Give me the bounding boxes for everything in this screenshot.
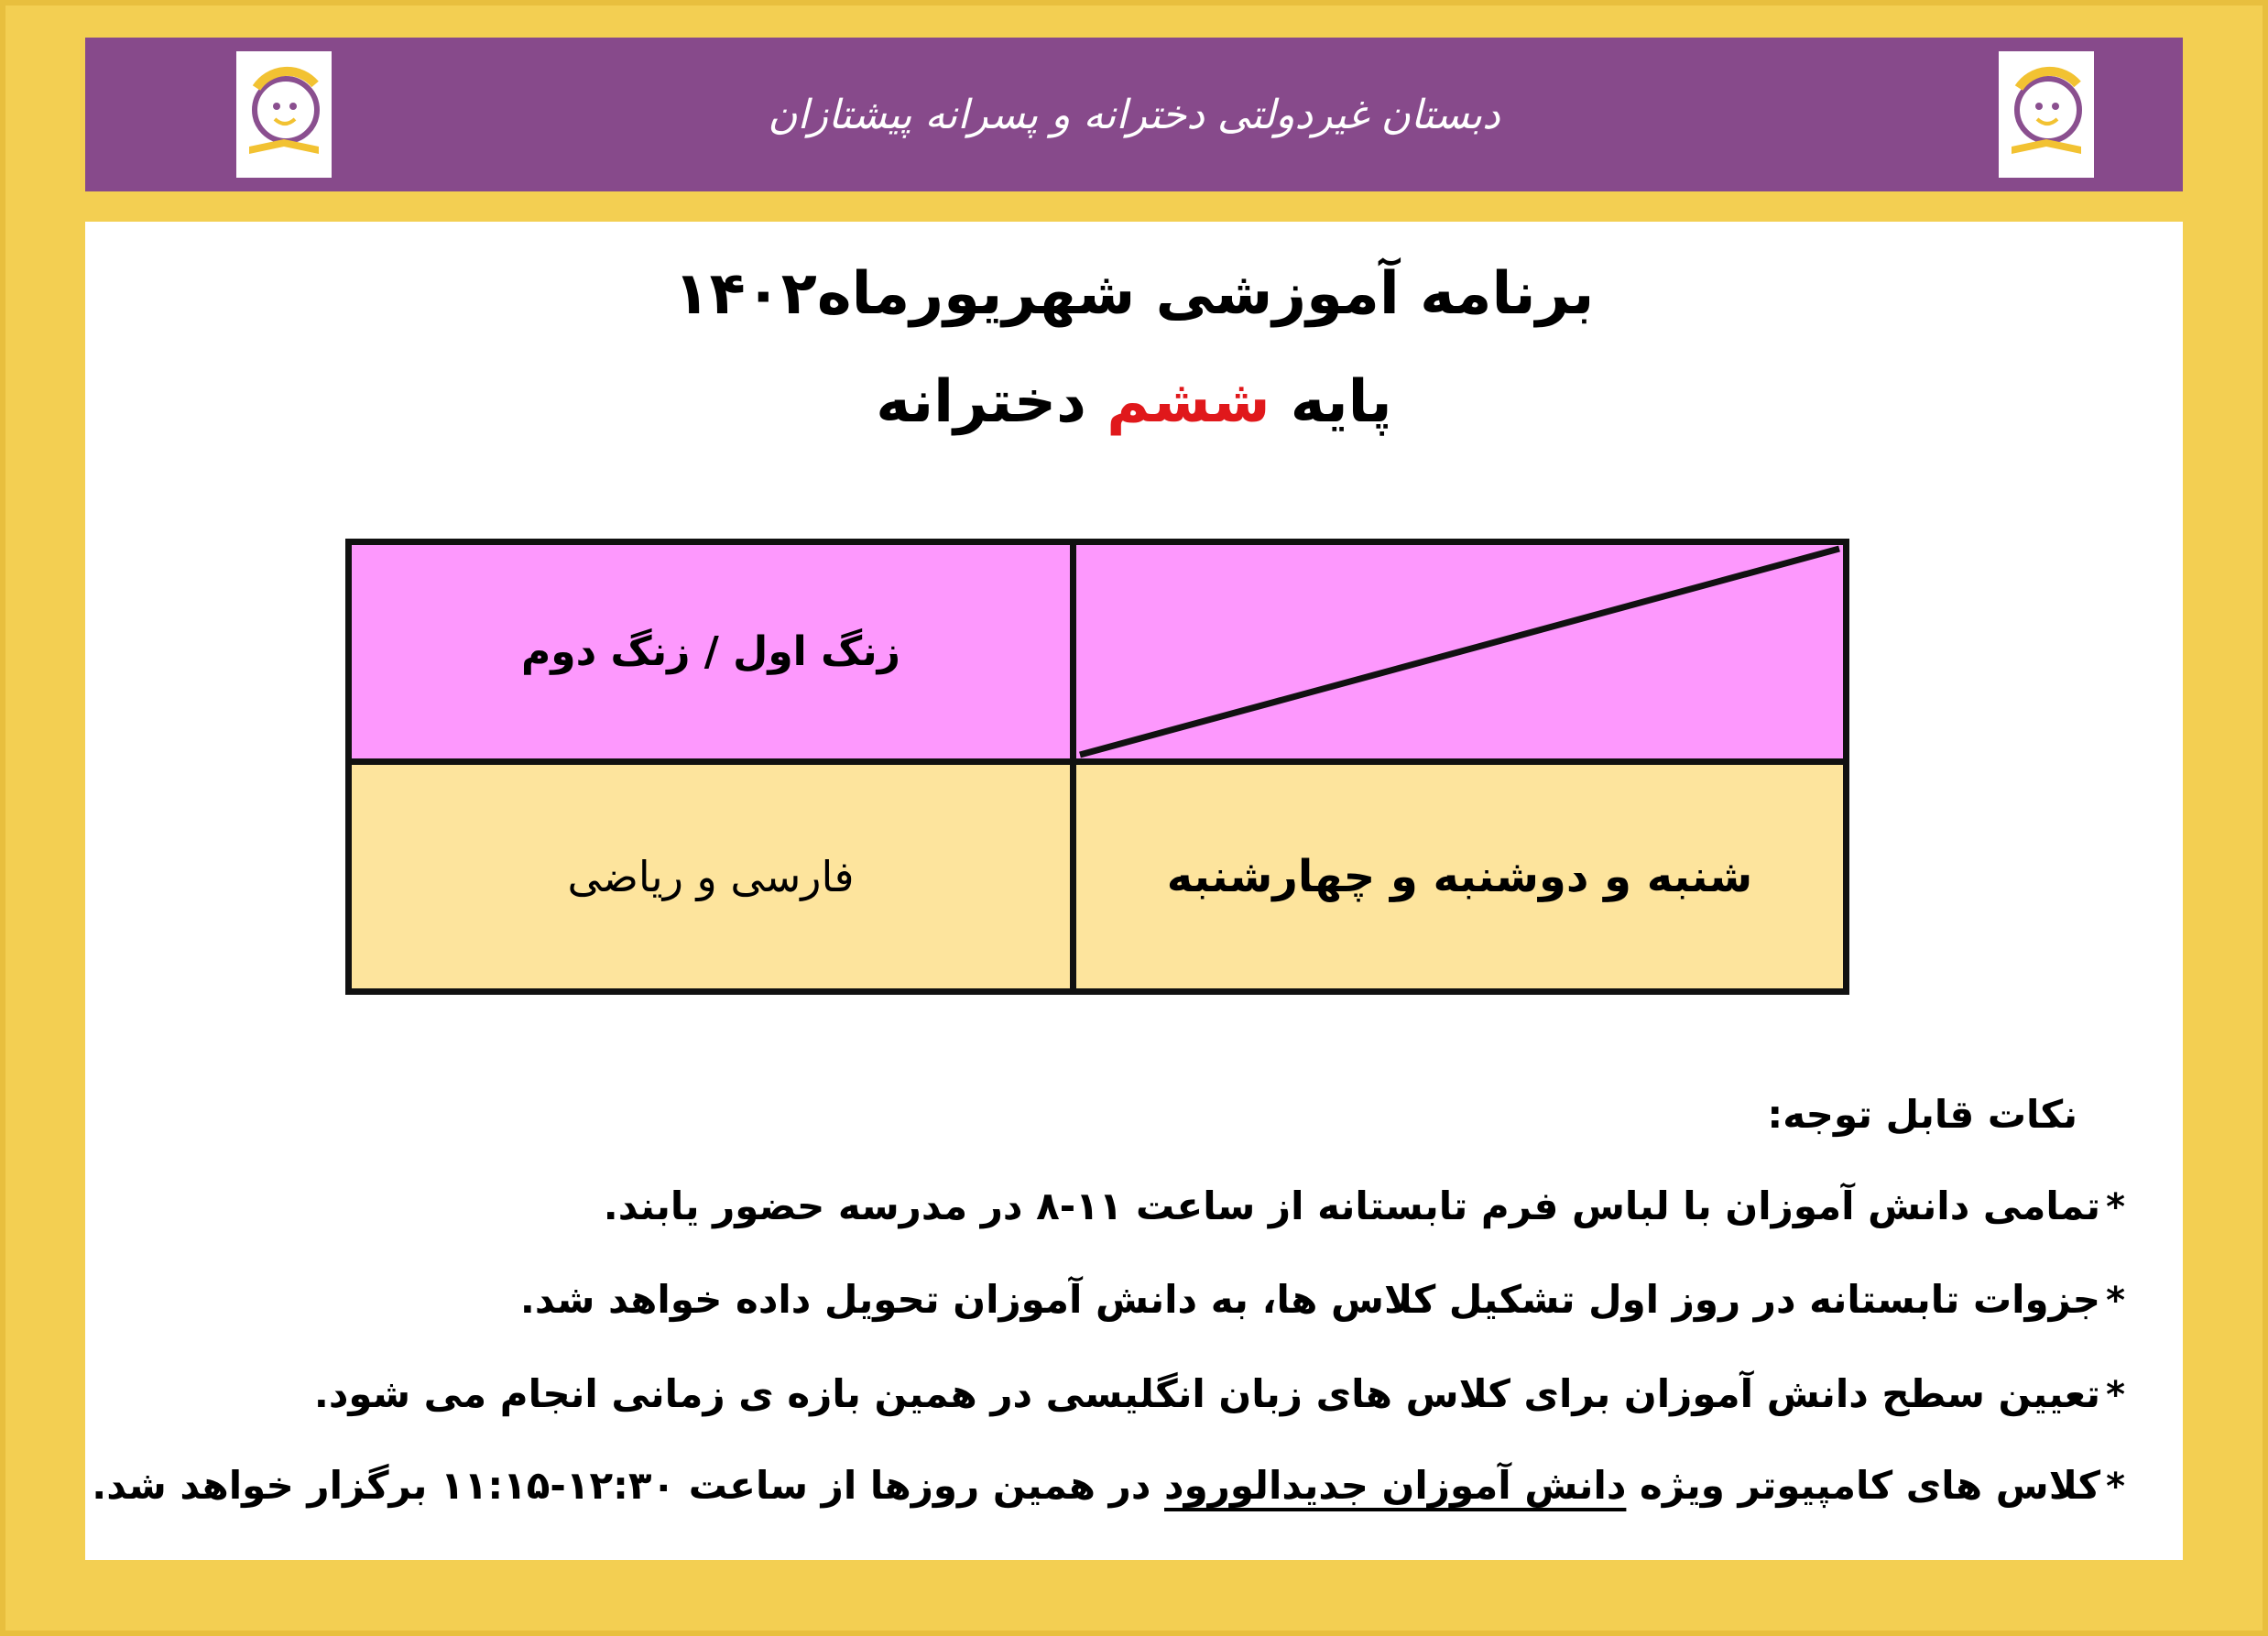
asterisk-icon: * [2106, 1374, 2125, 1416]
content-panel [85, 222, 2183, 1560]
subtitle-suffix: دخترانه [876, 368, 1086, 436]
school-logo-icon [1999, 51, 2094, 178]
table-corner-cell [1076, 545, 1843, 758]
note-text: تمامی دانش آموزان با لباس فرم تابستانه از ساعت ۱۱-۸ در مدرسه حضور یابند. [603, 1183, 2101, 1228]
note-text-part: کلاس های کامپیوتر ویژه [1626, 1463, 2101, 1508]
note-item [520, 1277, 2125, 1322]
page-title: برنامه آموزشی شهریورماه۱۴۰۲ [673, 260, 1595, 328]
note-item [92, 1463, 2125, 1508]
note-text: تعیین سطح دانش آموزان برای کلاس های زبان انگلیسی در همین بازه ی زمانی انجام می شود. [313, 1371, 2101, 1416]
school-name: دبستان غیردولتی دخترانه و پسرانه پیشتازان [768, 91, 1500, 138]
header-band [85, 38, 2183, 191]
note-text-part: در همین روزها از ساعت ۱۲:۳۰-۱۱:۱۵ برگزار خواهد شد. [92, 1463, 1165, 1508]
asterisk-icon: * [2106, 1280, 2125, 1322]
note-item [604, 1183, 2125, 1228]
subtitle-prefix: پایه [1290, 368, 1392, 436]
asterisk-icon: * [2106, 1186, 2125, 1228]
table-cell-days: شنبه و دوشنبه و چهارشنبه [1076, 765, 1843, 988]
grade-label: ششم [1107, 368, 1270, 436]
school-logo-right [1999, 51, 2094, 178]
asterisk-icon: * [2106, 1466, 2125, 1508]
diagonal-line [1076, 545, 1843, 758]
table-header-periods: زنگ اول / زنگ دوم [352, 545, 1070, 758]
page-subtitle [85, 368, 2183, 436]
note-text: جزوات تابستانه در روز اول تشکیل کلاس ها، به دانش آموزان تحویل داده خواهد شد. [519, 1277, 2101, 1322]
schedule-table [345, 539, 1849, 995]
table-cell-subjects: فارسی و ریاضی [352, 765, 1070, 988]
note-item [314, 1371, 2125, 1416]
note-underlined-text: دانش آموزان جدیدالورود [1164, 1463, 1627, 1508]
notes-heading: نکات قابل توجه: [1767, 1092, 2077, 1137]
